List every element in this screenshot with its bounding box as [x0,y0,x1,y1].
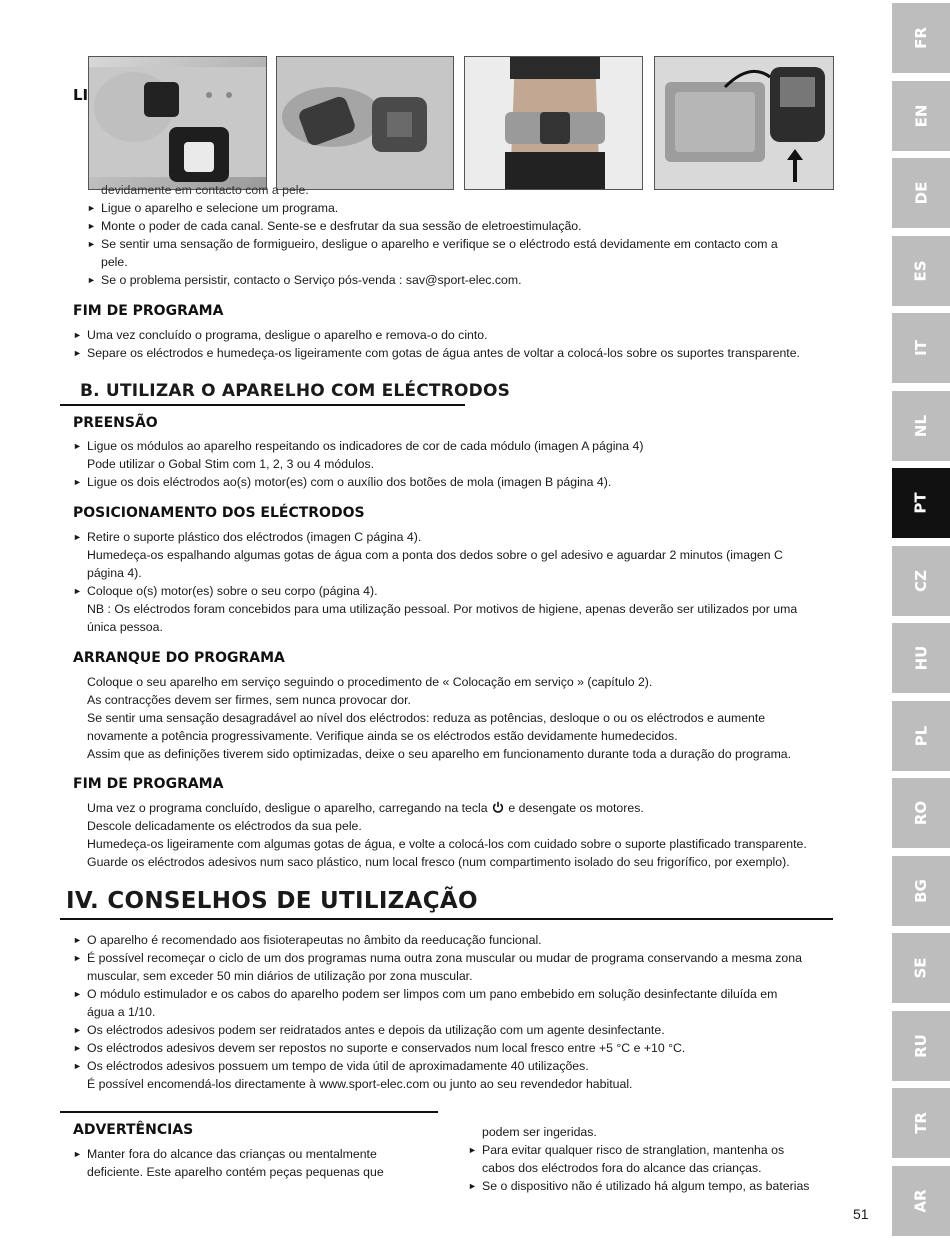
list-item: ► Os eléctrodos adesivos podem ser reidratados antes e depois da utilização com um agente desinfectante. [73,1021,843,1039]
advertencias-heading: ADVERTÊNCIAS [73,1122,194,1138]
tab-label: IT [911,340,930,356]
list-item: ► Os eléctrodos adesivos possuem um tempo de vida útil de aproximadamente 40 utilizações. [73,1057,843,1075]
list-item: ► O aparelho é recomendado aos fisioterapeutas no âmbito da reeducação funcional. [73,931,843,949]
section-b-rule [60,404,465,406]
tab-it[interactable] [892,313,950,383]
paragraph-line: Assim que as definições tiverem sido optimizadas, deixe o seu aparelho em funcionamento durante toda a duração do programa. [87,747,792,761]
list-item-cont: Humedeça-os espalhando algumas gotas de água com a ponta dos dedos sobre o gel adesivo e aguardar 2 minutos (imagen C [87,548,783,562]
list-item-cont: cabos dos eléctrodos fora do alcance das crianças. [482,1161,762,1175]
list-item: ► Ligue os módulos ao aparelho respeitando os indicadores de cor de cada módulo (imagen A página 4) [73,437,843,455]
line-start: Uma vez o programa concluído, desligue o aparelho, carregando na tecla [87,801,488,815]
paragraph-line: Humedeça-os ligeiramente com algumas gotas de água, e volte a colocá-los com cuidado sobre o suporte plastificado transparente. [87,837,807,851]
power-icon [491,799,505,817]
tab-label: CZ [911,569,930,592]
line-end: e desengate os motores. [508,801,644,815]
device-attach-photo [654,56,834,190]
list-item: ► Monte o poder de cada canal. Sente-se e desfrutar da sua sessão de eletroestimulação. [87,217,833,235]
list-item: ► Coloque o(s) motor(es) sobre o seu corpo (página 4). [73,582,843,600]
tab-ar[interactable] [892,1166,950,1236]
fim-programa-heading-2: FIM DE PROGRAMA [73,776,224,792]
paragraph-line: As contracções devem ser firmes, sem nunca provocar dor. [87,693,411,707]
tab-hu[interactable] [892,623,950,693]
tab-label: FR [911,27,930,49]
tab-pl[interactable] [892,701,950,771]
paragraph-line: Descole delicadamente os eléctrodos da sua pele. [87,819,362,833]
list-item-cont: NB : Os eléctrodos foram concebidos para uma utilização pessoal. Por motivos de higiene, apenas deverão ser utilizados por uma [87,602,798,616]
list-item-cont: pele. [101,255,128,269]
tab-label: TR [911,1112,930,1134]
tab-label: SE [912,957,930,979]
tab-ru[interactable] [892,1011,950,1081]
list-item: ► Para evitar qualquer risco de stranglation, mantenha os [468,1141,828,1159]
list-item: ► É possível recomeçar o ciclo de um dos programas numa outra zona muscular ou mudar de programa conservando a mesma zona [73,949,843,967]
advertencias-rule [60,1111,438,1113]
tab-nl[interactable] [892,391,950,461]
paragraph-line: Se sentir uma sensação desagradável ao nível dos eléctrodos: reduza as potências, desloque o ou os eléctrodos e aumente [87,711,766,725]
tab-label: BG [912,878,930,903]
tab-label: EN [912,104,930,127]
partial-line: devidamente em contacto com a pele. [101,183,309,197]
posicionamento-heading: POSICIONAMENTO DOS ELÉCTRODOS [73,505,365,521]
list-item-cont: deficiente. Este aparelho contém peças pequenas que [87,1165,384,1179]
tab-label: RO [912,800,930,826]
tab-label: AR [911,1188,930,1213]
tab-tr[interactable] [892,1088,950,1158]
list-item: ► Separe os eléctrodos e humedeça-os ligeiramente com gotas de água antes de voltar a colocá-los sobre os suportes transparente. [73,344,843,362]
cutoff-heading: LI [73,86,89,104]
list-item-cont: única pessoa. [87,620,163,634]
tab-bg[interactable] [892,856,950,926]
list-item: ► Retire o suporte plástico dos eléctrodos (imagen C página 4). [73,528,843,546]
electrode-pads-photo [276,56,454,190]
list-item-cont: podem ser ingeridas. [482,1125,597,1139]
tab-label: ES [912,259,930,282]
belt-connector-photo [88,56,267,190]
tab-label: DE [911,181,930,205]
paragraph-line: Guarde os eléctrodos adesivos num saco plástico, num local fresco (num compartimento isolado do seu frigorífico, por exemplo). [87,855,790,869]
tab-se[interactable] [892,933,950,1003]
list-item: ► Ligue os dois eléctrodos ao(s) motor(es) com o auxílio dos botões de mola (imagen B página 4). [73,473,843,491]
tab-ro[interactable] [892,778,950,848]
tab-label: NL [912,414,930,437]
paragraph-line: novamente a potência progressivamente. Verifique ainda se os eléctrodos estão devidamente humedecidos. [87,729,678,743]
tab-de[interactable] [892,158,950,228]
section-iv-title: IV. CONSELHOS DE UTILIZAÇÃO [66,888,478,914]
page-number: 51 [853,1206,869,1222]
tab-label: PL [912,725,930,746]
list-item: ► Se o problema persistir, contacto o Serviço pós-venda : sav@sport-elec.com. [87,271,833,289]
tab-es[interactable] [892,236,950,306]
paragraph-line: Coloque o seu aparelho em serviço seguindo o procedimento de « Colocação em serviço » (capítulo 2). [87,675,653,689]
list-item-cont: página 4). [87,566,142,580]
person-wearing-belt-photo [464,56,643,190]
tab-fr[interactable] [892,3,950,73]
list-item: ► Ligue o aparelho e selecione um programa. [87,199,833,217]
list-item: ► Os eléctrodos adesivos devem ser repostos no suporte e conservados num local fresco entre +5 °C e +10 °C. [73,1039,843,1057]
list-item-cont: Pode utilizar o Gobal Stim com 1, 2, 3 ou 4 módulos. [87,457,375,471]
tab-label: RU [911,1033,930,1058]
arranque-heading: ARRANQUE DO PROGRAMA [73,650,285,666]
list-item: ► O módulo estimulador e os cabos do aparelho podem ser limpos com um pano embebido em solução desinfectante diluída em [73,985,843,1003]
list-item: ► Uma vez concluído o programa, desligue o aparelho e remova-o do cinto. [73,326,843,344]
preensao-heading: PREENSÃO [73,415,158,431]
list-item-cont: muscular, sem exceder 50 min diários de utilização por zona muscular. [87,969,473,983]
list-item: ► Manter fora do alcance das crianças ou mentalmente [73,1145,403,1163]
list-item-cont: água a 1/10. [87,1005,156,1019]
tab-label: HU [911,645,930,671]
paragraph-line [87,799,847,817]
tab-label: PT [911,492,930,514]
list-item-cont: É possível encomendá-los directamente à www.sport-elec.com ou junto ao seu revendedor habitual. [87,1077,633,1091]
list-item: ► Se sentir uma sensação de formigueiro, desligue o aparelho e verifique se o eléctrodo está devidamente em contacto com a [87,235,833,253]
section-b-title: B. UTILIZAR O APARELHO COM ELÉCTRODOS [80,381,511,401]
tab-cz[interactable] [892,546,950,616]
tab-pt[interactable] [892,468,950,538]
fim-programa-heading: FIM DE PROGRAMA [73,303,224,319]
list-item: ► Se o dispositivo não é utilizado há algum tempo, as baterias [468,1177,828,1195]
section-iv-rule [60,918,833,920]
tab-en[interactable] [892,81,950,151]
